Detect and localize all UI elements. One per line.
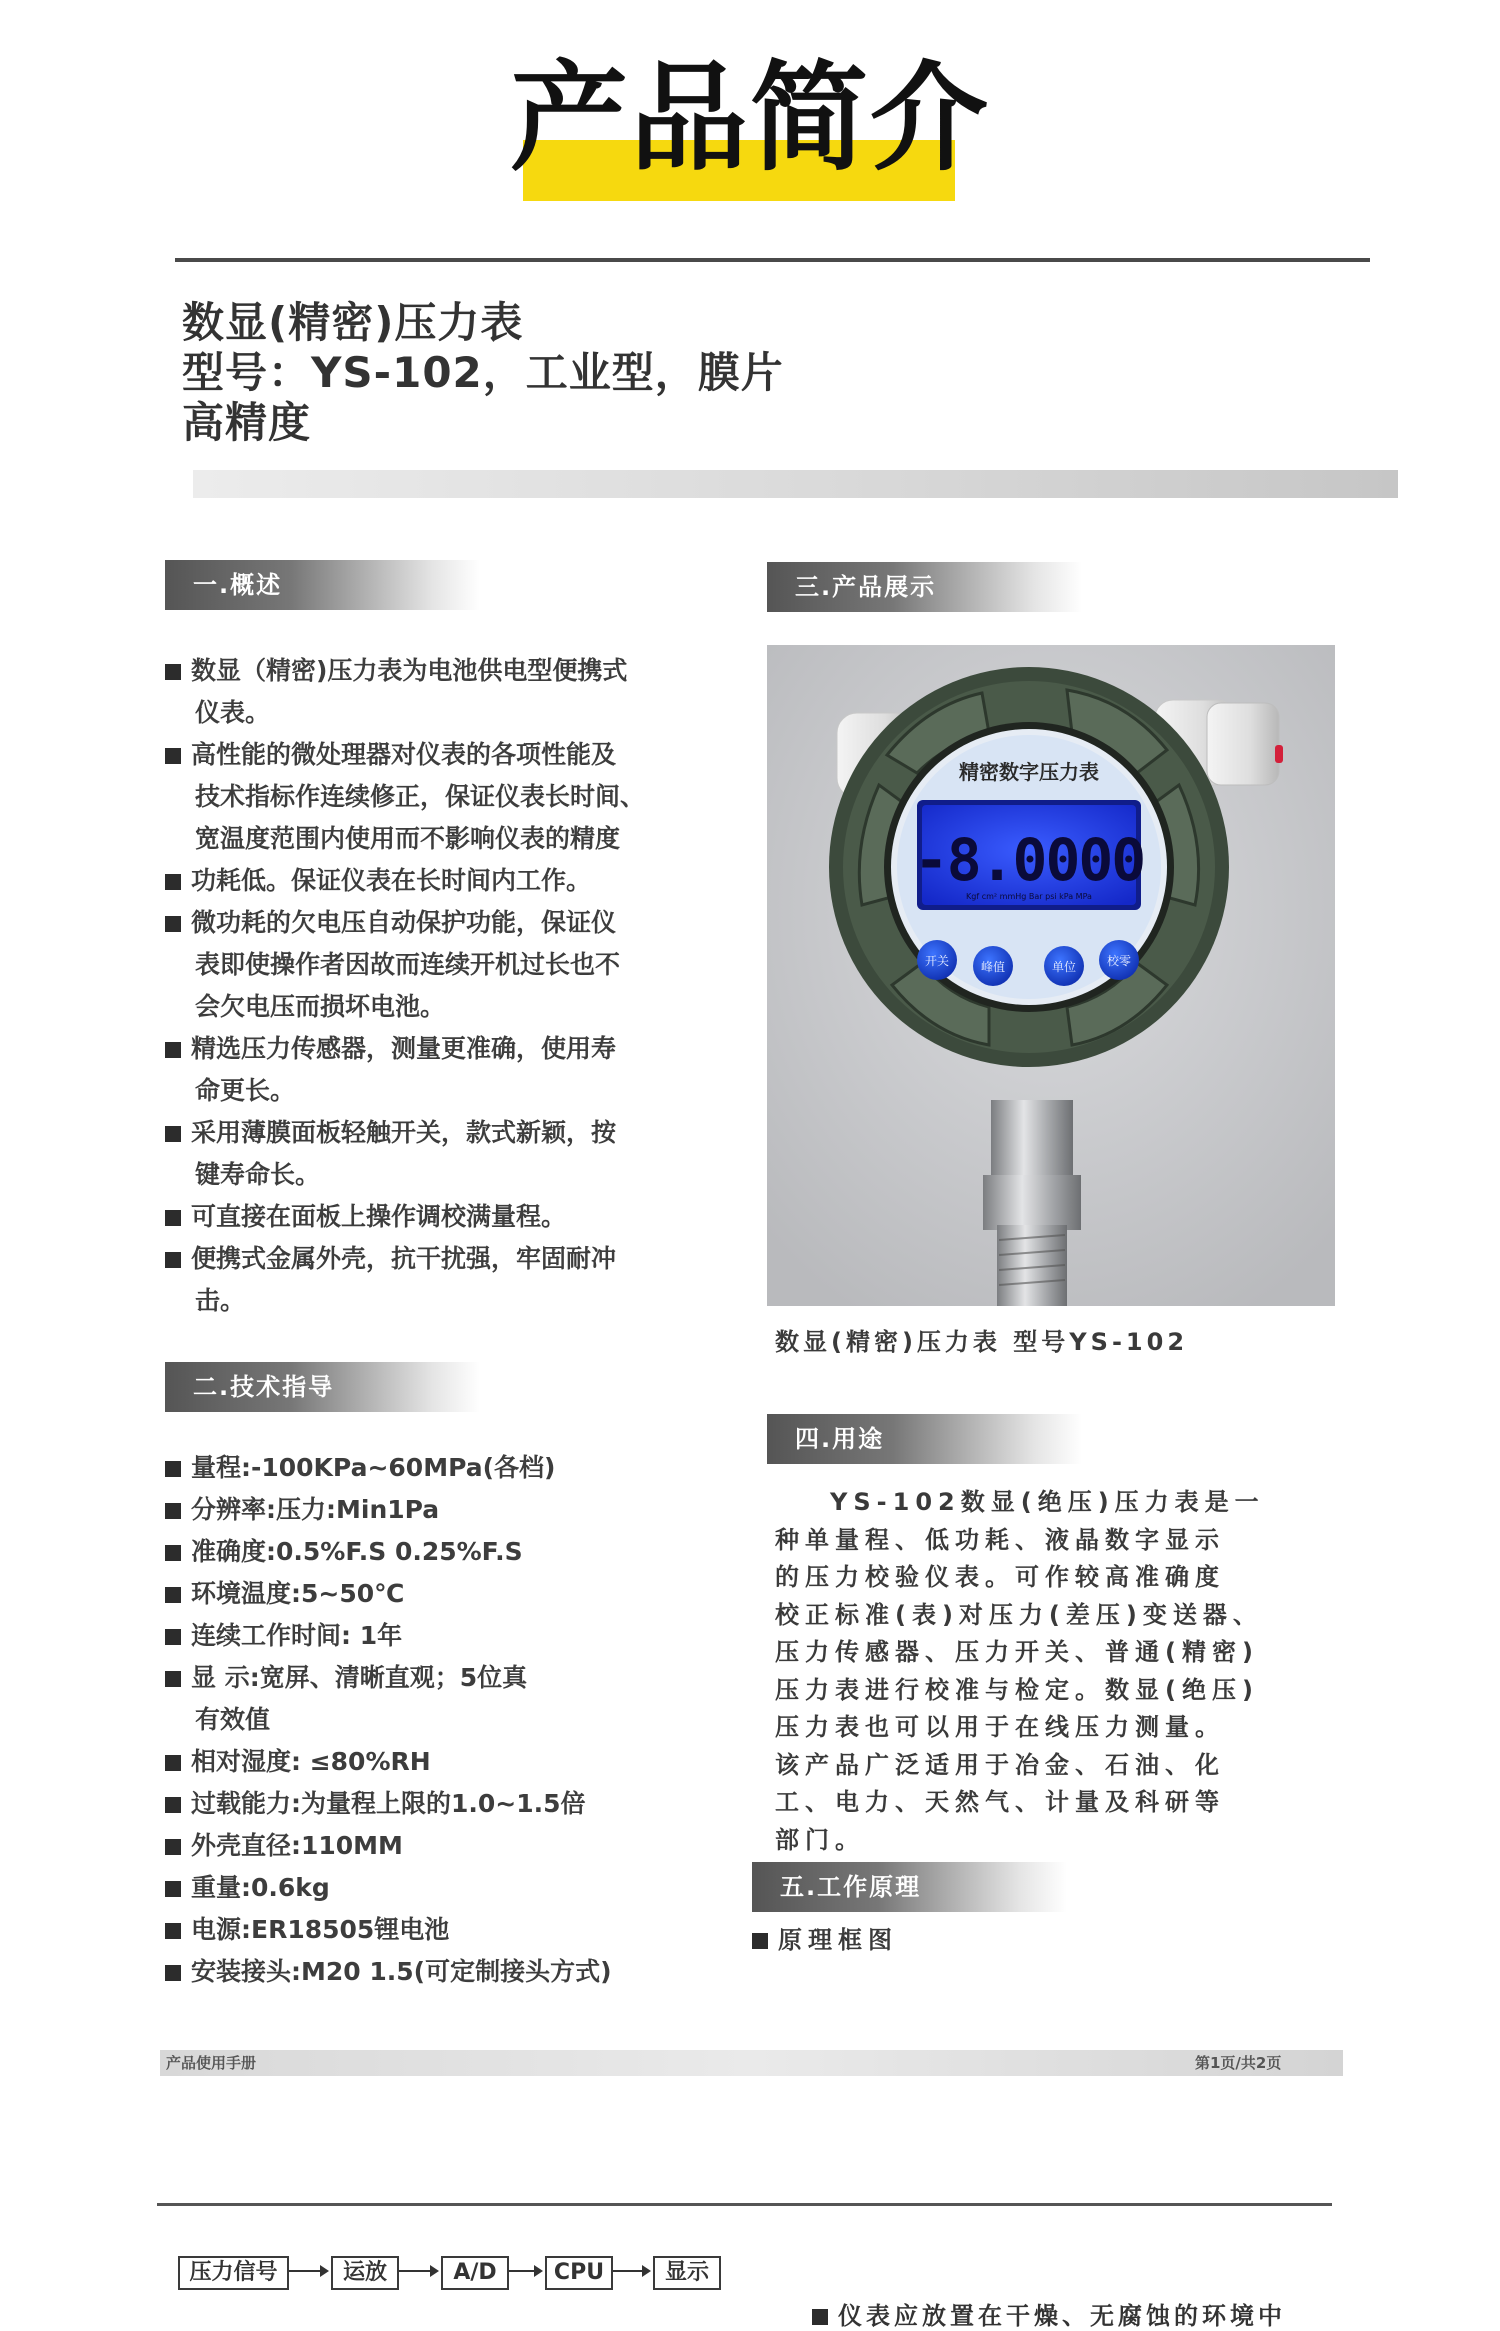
usage-line: YS-102数显(绝压)压力表是一: [830, 1488, 1265, 1516]
tech-item-text: 电源:ER18505锂电池: [191, 1915, 450, 1944]
overview-item: [165, 1196, 710, 1238]
usage-line: 压力表进行校准与检定。数显(绝压): [775, 1676, 1259, 1704]
bullet-square-icon: [165, 1629, 181, 1645]
bullet-square-icon: [812, 2309, 828, 2325]
bullet-square-icon: [165, 1587, 181, 1603]
flow-arrow-icon: [289, 2270, 327, 2272]
overview-item-text: 仪表。: [195, 698, 271, 727]
usage-line: 的压力校验仪表。可作较高准确度: [775, 1563, 1225, 1591]
bullet-square-icon: [165, 1923, 181, 1939]
usage-line: 种单量程、低功耗、液晶数字显示: [775, 1526, 1225, 1554]
bullet-square-icon: [165, 664, 181, 680]
overview-item-line: [165, 1154, 710, 1196]
page2-divider: [157, 2203, 1332, 2206]
usage-line: 校正标准(表)对压力(差压)变送器、: [775, 1601, 1263, 1629]
bullet-square-icon: [165, 1503, 181, 1519]
tech-item: [165, 1574, 404, 1614]
tech-item-text: 重量:0.6kg: [191, 1873, 330, 1902]
overview-item-line: [165, 1028, 710, 1070]
tech-item-text: 相对湿度: ≤80%RH: [191, 1747, 431, 1776]
overview-item: [165, 1112, 710, 1196]
overview-item-text: 功耗低。保证仪表在长时间内工作。: [191, 866, 592, 895]
tech-item: [165, 1784, 586, 1824]
overview-item-line: [165, 1280, 710, 1322]
tech-item-text: 环境温度:5~50℃: [191, 1579, 405, 1608]
header-divider: [175, 258, 1370, 262]
button-unit-label: 单位: [1051, 960, 1077, 974]
flow-arrow-icon: [399, 2270, 437, 2272]
overview-item-line: [165, 1112, 710, 1154]
tech-item: [165, 1448, 555, 1488]
lcd-reading: -8.0000: [913, 826, 1145, 894]
overview-item-text: 数显（精密)压力表为电池供电型便携式: [191, 656, 628, 685]
button-power-label: 开关: [924, 954, 950, 968]
page2-bullet-label: 仪表应放置在干燥、无腐蚀的环境中: [838, 2302, 1286, 2330]
product-precision: 高精度: [182, 398, 312, 447]
bullet-square-icon: [165, 1797, 181, 1813]
section-usage-header: 四.用途: [767, 1414, 1082, 1464]
tech-item: [165, 1700, 270, 1740]
overview-item-text: 高性能的微处理器对仪表的各项性能及: [191, 740, 617, 769]
tech-item: [165, 1616, 402, 1656]
product-photo: [767, 645, 1335, 1306]
tech-item: [165, 1910, 449, 1950]
bullet-square-icon: [165, 874, 181, 890]
flow-arrow-icon: [509, 2270, 541, 2272]
tech-item: [165, 1742, 431, 1782]
overview-item-line: [165, 692, 710, 734]
overview-item-line: [165, 776, 710, 818]
overview-item-line: [165, 1238, 710, 1280]
overview-item-text: 击。: [195, 1286, 246, 1315]
bullet-square-icon: [165, 748, 181, 764]
tech-item-text: 外壳直径:110MM: [191, 1831, 403, 1860]
bullet-square-icon: [165, 1965, 181, 1981]
flow-arrow-icon: [613, 2270, 649, 2272]
flow-box-display: 显示: [653, 2256, 721, 2290]
bullet-square-icon: [752, 1933, 768, 1949]
bullet-square-icon: [165, 916, 181, 932]
bullet-square-icon: [165, 1839, 181, 1855]
overview-item: [165, 650, 710, 734]
overview-item-text: 键寿命长。: [195, 1160, 321, 1189]
tech-item: [165, 1868, 330, 1908]
overview-item-text: 便携式金属外壳，抗干扰强，牢固耐冲: [191, 1244, 617, 1273]
bullet-square-icon: [165, 1461, 181, 1477]
usage-line: 该产品广泛适用于冶金、石油、化: [775, 1751, 1225, 1779]
flow-box-amplifier: 运放: [331, 2256, 399, 2290]
flow-box-cpu: CPU: [545, 2256, 613, 2290]
product-photo-caption: 数显(精密)压力表 型号YS-102: [775, 1328, 1189, 1356]
bullet-square-icon: [165, 1126, 181, 1142]
flow-box-ad: A/D: [441, 2256, 509, 2290]
section-overview-header: 一.概述: [165, 560, 480, 610]
tech-item-text: 分辨率:压力:Min1Pa: [191, 1495, 440, 1524]
overview-item-line: [165, 1196, 710, 1238]
gauge-label: 精密数字压力表: [959, 760, 1099, 784]
tech-item-text: 过载能力:为量程上限的1.0~1.5倍: [191, 1789, 586, 1818]
overview-item-text: 宽温度范围内使用而不影响仪表的精度: [195, 824, 621, 853]
principle-item: [752, 1920, 898, 1955]
overview-item-text: 可直接在面板上操作调校满量程。: [191, 1202, 567, 1231]
tech-item-text: 安装接头:M20 1.5(可定制接头方式): [191, 1957, 612, 1986]
usage-line: 压力传感器、压力开关、普通(精密): [775, 1638, 1259, 1666]
overview-item-text: 采用薄膜面板轻触开关，款式新颖，按: [191, 1118, 617, 1147]
footer-page-number: 第1页/共2页: [1195, 2054, 1282, 2072]
tech-item-text: 显 示:宽屏、清晰直观；5位真: [191, 1663, 528, 1692]
overview-item: [165, 734, 710, 860]
overview-item-text: 会欠电压而损坏电池。: [195, 992, 446, 1021]
tech-item: [165, 1826, 403, 1866]
bullet-square-icon: [165, 1545, 181, 1561]
overview-item: [165, 1238, 710, 1322]
principle-item-label: 原理框图: [778, 1926, 898, 1954]
overview-item-text: 技术指标作连续修正，保证仪表长时间、: [195, 782, 646, 811]
section-principle-header: 五.工作原理: [752, 1862, 1067, 1912]
product-name: 数显(精密)压力表: [182, 298, 524, 347]
bullet-square-icon: [165, 1671, 181, 1687]
flow-box-pressure-signal: 压力信号: [178, 2256, 289, 2290]
tech-item-text: 量程:-100KPa~60MPa(各档): [191, 1453, 556, 1482]
overview-item-line: [165, 650, 710, 692]
overview-item-line: [165, 986, 710, 1028]
overview-item: [165, 1028, 710, 1112]
bullet-square-icon: [165, 1210, 181, 1226]
section-tech-header: 二.技术指导: [165, 1362, 480, 1412]
section-display-header: 三.产品展示: [767, 562, 1082, 612]
page2-bullet-text: [812, 2296, 1286, 2331]
overview-item-text: 精选压力传感器，测量更准确，使用寿: [191, 1034, 617, 1063]
overview-item-text: 命更长。: [195, 1076, 296, 1105]
button-zero-label: 校零: [1106, 954, 1132, 968]
pressure-gauge-illustration: [767, 645, 1335, 1306]
bullet-square-icon: [165, 1042, 181, 1058]
overview-item: [165, 860, 710, 902]
bullet-square-icon: [165, 1755, 181, 1771]
page-title: 产品简介: [509, 49, 990, 187]
tech-item: [165, 1952, 612, 1992]
tech-item: [165, 1490, 439, 1530]
tech-item: [165, 1658, 527, 1698]
bullet-square-icon: [165, 1252, 181, 1268]
usage-line: 部门。: [775, 1826, 865, 1854]
footer-band: [160, 2050, 1343, 2076]
overview-item-line: [165, 902, 710, 944]
tech-item-text: 连续工作时间: 1年: [191, 1621, 403, 1650]
usage-line: 工、电力、天然气、计量及科研等: [775, 1788, 1225, 1816]
tech-item-text: 准确度:0.5%F.S 0.25%F.S: [191, 1537, 523, 1566]
overview-item: [165, 902, 710, 1028]
overview-item-line: [165, 818, 710, 860]
lcd-units: Kgf cm² mmHg Bar psi kPa MPa: [966, 892, 1092, 901]
footer-manual-label: 产品使用手册: [166, 2054, 257, 2072]
product-model-line: 型号：YS-102，工业型，膜片: [182, 348, 784, 397]
bullet-square-icon: [165, 1881, 181, 1897]
tech-item-text: 有效值: [195, 1705, 271, 1734]
overview-item-line: [165, 1070, 710, 1112]
overview-item-text: 微功耗的欠电压自动保护功能，保证仪: [191, 908, 617, 937]
overview-item-text: 表即使操作者因故而连续开机过长也不: [195, 950, 621, 979]
overview-item-line: [165, 860, 710, 902]
usage-line: 压力表也可以用于在线压力测量。: [775, 1713, 1225, 1741]
overview-item-line: [165, 734, 710, 776]
overview-item-line: [165, 944, 710, 986]
button-peak-label: 峰值: [980, 960, 1006, 974]
tech-item: [165, 1532, 523, 1572]
gradient-divider: [193, 470, 1398, 498]
